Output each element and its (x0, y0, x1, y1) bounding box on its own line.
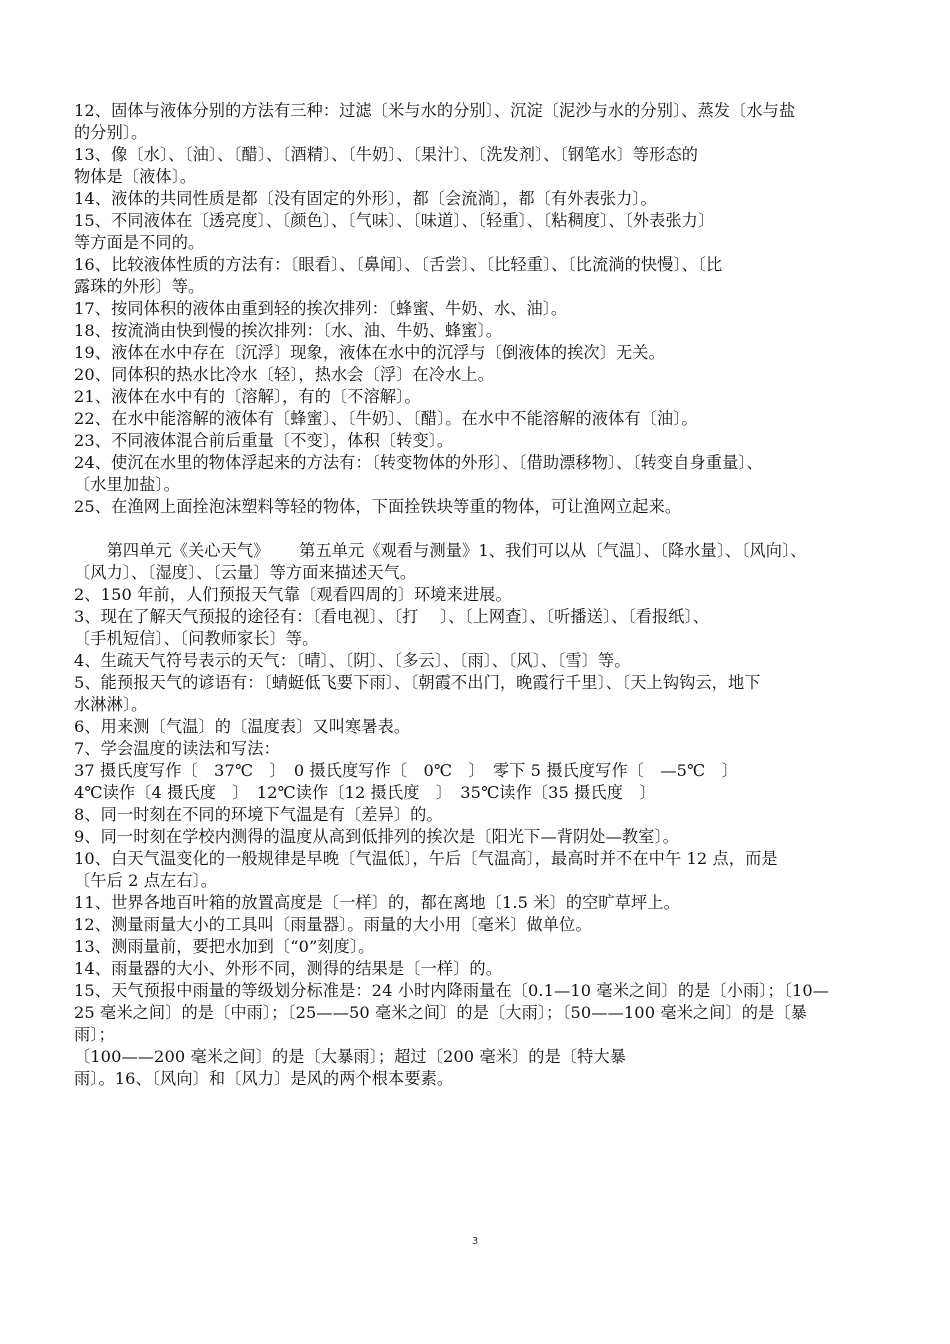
text-line: 〔午后 2 点左右〕。 (74, 871, 218, 890)
text-line: 14、雨量器的大小、外形不同，测得的结果是〔一样〕的。 (74, 959, 502, 978)
text-line: 13、测雨量前，要把水加到〔“0”刻度〕。 (74, 937, 375, 956)
text-line: 25 毫米之间〕的是〔中雨〕；〔25——50 毫米之间〕的是〔大雨〕；〔50——100 毫米之间〕的是〔暴 (74, 1003, 807, 1022)
text-line: 7、学会温度的读法和写法： (74, 739, 280, 758)
text-line: 24、使沉在水里的物体浮起来的方法有：〔转变物体的外形〕、〔借助漂移物〕、〔转变自身重量〕、 (74, 453, 763, 472)
text-line: 6、用来测〔气温〕的〔温度表〕又叫寒暑表。 (74, 717, 411, 736)
text-line: 3、现在了解天气预报的途径有：〔看电视〕、〔打 〕、〔上网查〕、〔听播送〕、〔看报纸〕、 (74, 607, 710, 626)
text-line: 等方面是不同的。 (74, 233, 205, 252)
text-line: 17、按同体积的液体由重到轻的挨次排列：〔蜂蜜、牛奶、水、油〕。 (74, 299, 568, 318)
text-line: 4℃读作〔4 摄氏度 〕 12℃读作〔12 摄氏度 〕 35℃读作〔35 摄氏度 〕 (74, 783, 656, 802)
document-body (74, 100, 938, 1090)
text-line: 〔100——200 毫米之间〕的是〔大暴雨〕；超过〔200 毫米〕的是〔特大暴 (74, 1047, 627, 1066)
text-line: 物体是〔液体〕。 (74, 167, 197, 186)
text-line: 16、比较液体性质的方法有：〔眼看〕、〔鼻闻〕、〔舌尝〕、〔比轻重〕、〔比流淌的快慢〕、〔比 (74, 255, 723, 274)
text-line: 9、同一时刻在学校内测得的温度从高到低排列的挨次是〔阳光下—背阴处—教室〕。 (74, 827, 679, 846)
text-line: 25、在渔网上面拴泡沫塑料等轻的物体，下面拴铁块等重的物体，可让渔网立起来。 (74, 497, 682, 516)
text-line: 8、同一时刻在不同的环境下气温是有〔差异〕的。 (74, 805, 443, 824)
text-line: 19、液体在水中存在〔沉浮〕现象，液体在水中的沉浮与〔倒液体的挨次〕无关。 (74, 343, 665, 362)
text-line: 5、能预报天气的谚语有：〔蜻蜓低飞要下雨〕、〔朝霞不出门，晚霞行千里〕、〔天上钩钩云，地下 (74, 673, 761, 692)
text-line: 23、不同液体混合前后重量〔不变〕，体积〔转变〕。 (74, 431, 454, 450)
blank-line (74, 518, 938, 540)
text-line: 雨〕； (74, 1025, 115, 1044)
text-line: 15、天气预报中雨量的等级划分标准是：24 小时内降雨量在〔0.1—10 毫米之间〕的是〔小雨〕；〔10— (74, 981, 830, 1000)
text-line: 20、同体积的热水比冷水〔轻〕，热水会〔浮〕在冷水上。 (74, 365, 494, 384)
text-line: 4、生疏天气符号表示的天气：〔晴〕、〔阴〕、〔多云〕、〔雨〕、〔风〕、〔雪〕等。 (74, 651, 631, 670)
text-line: 12、测量雨量大小的工具叫〔雨量器〕。雨量的大小用〔毫米〕做单位。 (74, 915, 592, 934)
text-line: 〔风力〕、〔湿度〕、〔云量〕等方面来描述天气。 (74, 563, 417, 582)
text-line: 水淋淋〕。 (74, 695, 148, 714)
text-line: 15、不同液体在〔透亮度〕、〔颜色〕、〔气味〕、〔味道〕、〔轻重〕、〔粘稠度〕、〔外表张力〕 (74, 211, 715, 230)
text-line: 〔手机短信〕、〔问教师家长〕等。 (74, 629, 319, 648)
text-line: 22、在水中能溶解的液体有〔蜂蜜〕、〔牛奶〕、〔醋〕。在水中不能溶解的液体有〔油〕。 (74, 409, 698, 428)
text-line: 37 摄氏度写作〔 37℃ 〕 0 摄氏度写作〔 0℃ 〕 零下 5 摄氏度写作〔 —5℃ 〕 (74, 761, 738, 780)
text-line: 〔水里加盐〕。 (74, 475, 180, 494)
text-line: 10、白天气温变化的一般规律是早晚〔气温低〕，午后〔气温高〕，最高时并不在中午 12 点，而是 (74, 849, 778, 868)
text-line: 21、液体在水中有的〔溶解〕，有的〔不溶解〕。 (74, 387, 421, 406)
text-line: 13、像〔水〕、〔油〕、〔醋〕、〔酒精〕、〔牛奶〕、〔果汁〕、〔洗发剂〕、〔钢笔水〕等形态的 (74, 145, 699, 164)
text-line: 的分别〕。 (74, 123, 148, 142)
text-line: 14、液体的共同性质是都〔没有固定的外形〕，都〔会流淌〕，都〔有外表张力〕。 (74, 189, 657, 208)
page-number: 3 (471, 1236, 479, 1247)
text-line: 露珠的外形〕等。 (74, 277, 205, 296)
text-line: 雨〕。16、〔风向〕和〔风力〕是风的两个根本要素。 (74, 1069, 454, 1088)
text-line: 第四单元《关心天气》 第五单元《观看与测量》1、我们可以从〔气温〕、〔降水量〕、〔风向〕、 (74, 541, 807, 560)
text-line: 11、世界各地百叶箱的放置高度是〔一样〕的，都在离地〔1.5 米〕的空旷草坪上。 (74, 893, 680, 912)
text-line: 18、按流淌由快到慢的挨次排列：〔水、油、牛奶、蜂蜜〕。 (74, 321, 503, 340)
text-line: 12、固体与液体分别的方法有三种：过滤〔米与水的分别〕、沉淀〔泥沙与水的分别〕、蒸发〔水与盐 (74, 101, 796, 120)
text-line: 2、150 年前，人们预报天气靠〔观看四周的〕环境来进展。 (74, 585, 512, 604)
